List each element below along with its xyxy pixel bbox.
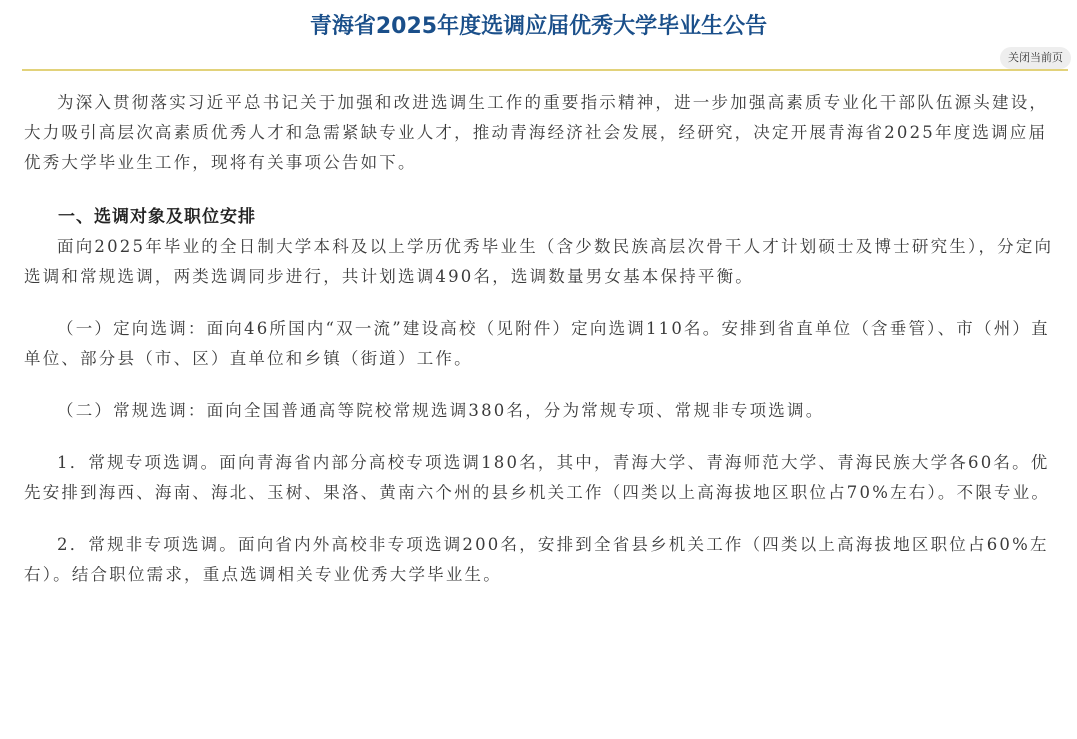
regular-special-paragraph: 1．常规专项选调。面向青海省内部分高校专项选调180名，其中，青海大学、青海师范大学、青海民族大学各60名。优先安排到海西、海南、海北、玉树、果洛、黄南六个州的县乡机关工作（四类以上高海拔地区职位占70%左右）。不限专业。	[24, 453, 1051, 502]
section-paragraph: 面向2025年毕业的全日制大学本科及以上学历优秀毕业生（含少数民族高层次骨干人才计划硕士及博士研究生），分定向选调和常规选调，两类选调同步进行，共计划选调490名，选调数量男女基本保持平衡。	[24, 237, 1054, 286]
targeted-selection-paragraph: （一）定向选调：面向46所国内“双一流”建设高校（见附件）定向选调110名。安排到省直单位（含垂管）、市（州）直单位、部分县（市、区）直单位和乡镇（街道）工作。	[24, 319, 1050, 368]
intro-paragraph: 为深入贯彻落实习近平总书记关于加强和改进选调生工作的重要指示精神，进一步加强高素质专业化干部队伍源头建设，大力吸引高层次高素质优秀人才和急需紧缺专业人才，推动青海经济社会发展，经研究，决定开展青海省2025年度选调应届优秀大学毕业生工作，现将有关事项公告如下。	[24, 93, 1049, 172]
article-body	[24, 88, 1054, 590]
page-title: 青海省2025年度选调应届优秀大学毕业生公告	[309, 14, 768, 39]
title-divider	[22, 69, 1068, 71]
section-heading: 一、选调对象及职位安排	[58, 207, 256, 227]
regular-selection-paragraph: （二）常规选调：面向全国普通高等院校常规选调380名，分为常规专项、常规非专项选调。	[57, 401, 825, 420]
close-page-button[interactable]: 关闭当前页	[1000, 47, 1071, 69]
regular-nonspecial-paragraph: 2．常规非专项选调。面向省内外高校非专项选调200名，安排到全省县乡机关工作（四类以上高海拔地区职位占60%左右）。结合职位需求，重点选调相关专业优秀大学毕业生。	[24, 535, 1049, 584]
